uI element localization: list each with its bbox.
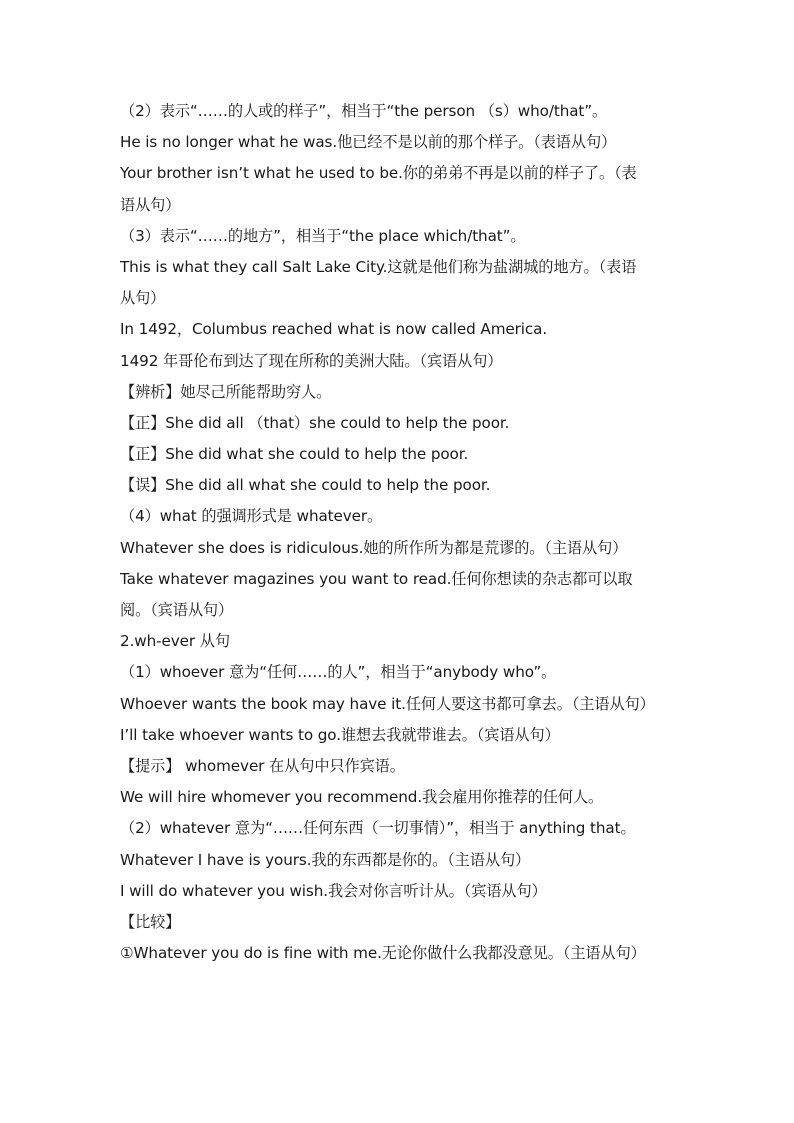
text-line: Take whatever magazines you want to read.任何你想读的杂志都可以取 [120,569,633,588]
text-line: （1）whoever 意为“任何……的人”，相当于“anybody who”。 [120,663,557,682]
document-body [120,96,690,969]
text-line: This is what they call Salt Lake City.这就是他们称为盐湖城的地方。（表语 [120,257,637,276]
text-line: 2.wh-ever 从句 [120,632,230,651]
text-line: 【比较】 [120,912,181,931]
text-line: 1492 年哥伦布到达了现在所称的美洲大陆。（宾语从句） [120,351,503,370]
text-line: In 1492，Columbus reached what is now called America. [120,320,548,339]
text-line: We will hire whomever you recommend.我会雇用你推荐的任何人。 [120,788,604,807]
text-line: Your brother isn’t what he used to be.你的弟弟不再是以前的样子了。（表 [120,164,637,183]
text-line: 从句） [120,289,166,308]
text-line: 【提示】 whomever 在从句中只作宾语。 [120,756,405,775]
text-line: 【正】She did what she could to help the poor. [120,445,469,464]
text-line: He is no longer what he was.他已经不是以前的那个样子。（表语从句） [120,133,617,152]
text-line: 【辨析】她尽己所能帮助穷人。 [120,382,332,401]
text-line: （2）表示“……的人或的样子”，相当于“the person （s）who/that”。 [120,102,608,120]
text-line: ①Whatever you do is fine with me.无论你做什么我都没意见。（主语从句） [120,944,646,963]
text-line: I’ll take whoever wants to go.谁想去我就带谁去。（宾语从句） [120,725,560,744]
text-line: Whatever she does is ridiculous.她的所作所为都是荒谬的。（主语从句） [120,538,628,557]
text-line: 【正】She did all （that）she could to help the poor. [120,413,510,432]
text-line: Whoever wants the book may have it.任何人要这书都可拿去。（主语从句） [120,694,655,713]
text-line: （2）whatever 意为“……任何东西（一切事情）”，相当于 anything that。 [120,819,636,838]
text-line: 【误】She did all what she could to help the poor. [120,476,491,495]
text-line: I will do whatever you wish.我会对你言听计从。（宾语从句） [120,881,547,900]
text-line: Whatever I have is yours.我的东西都是你的。（主语从句） [120,850,531,869]
text-line: 阅。（宾语从句） [120,601,234,619]
text-line: （3）表示“……的地方”，相当于“the place which/that”。 [120,226,526,245]
text-line: （4）what 的强调形式是 whatever。 [120,507,383,526]
text-line: 语从句） [120,195,181,214]
